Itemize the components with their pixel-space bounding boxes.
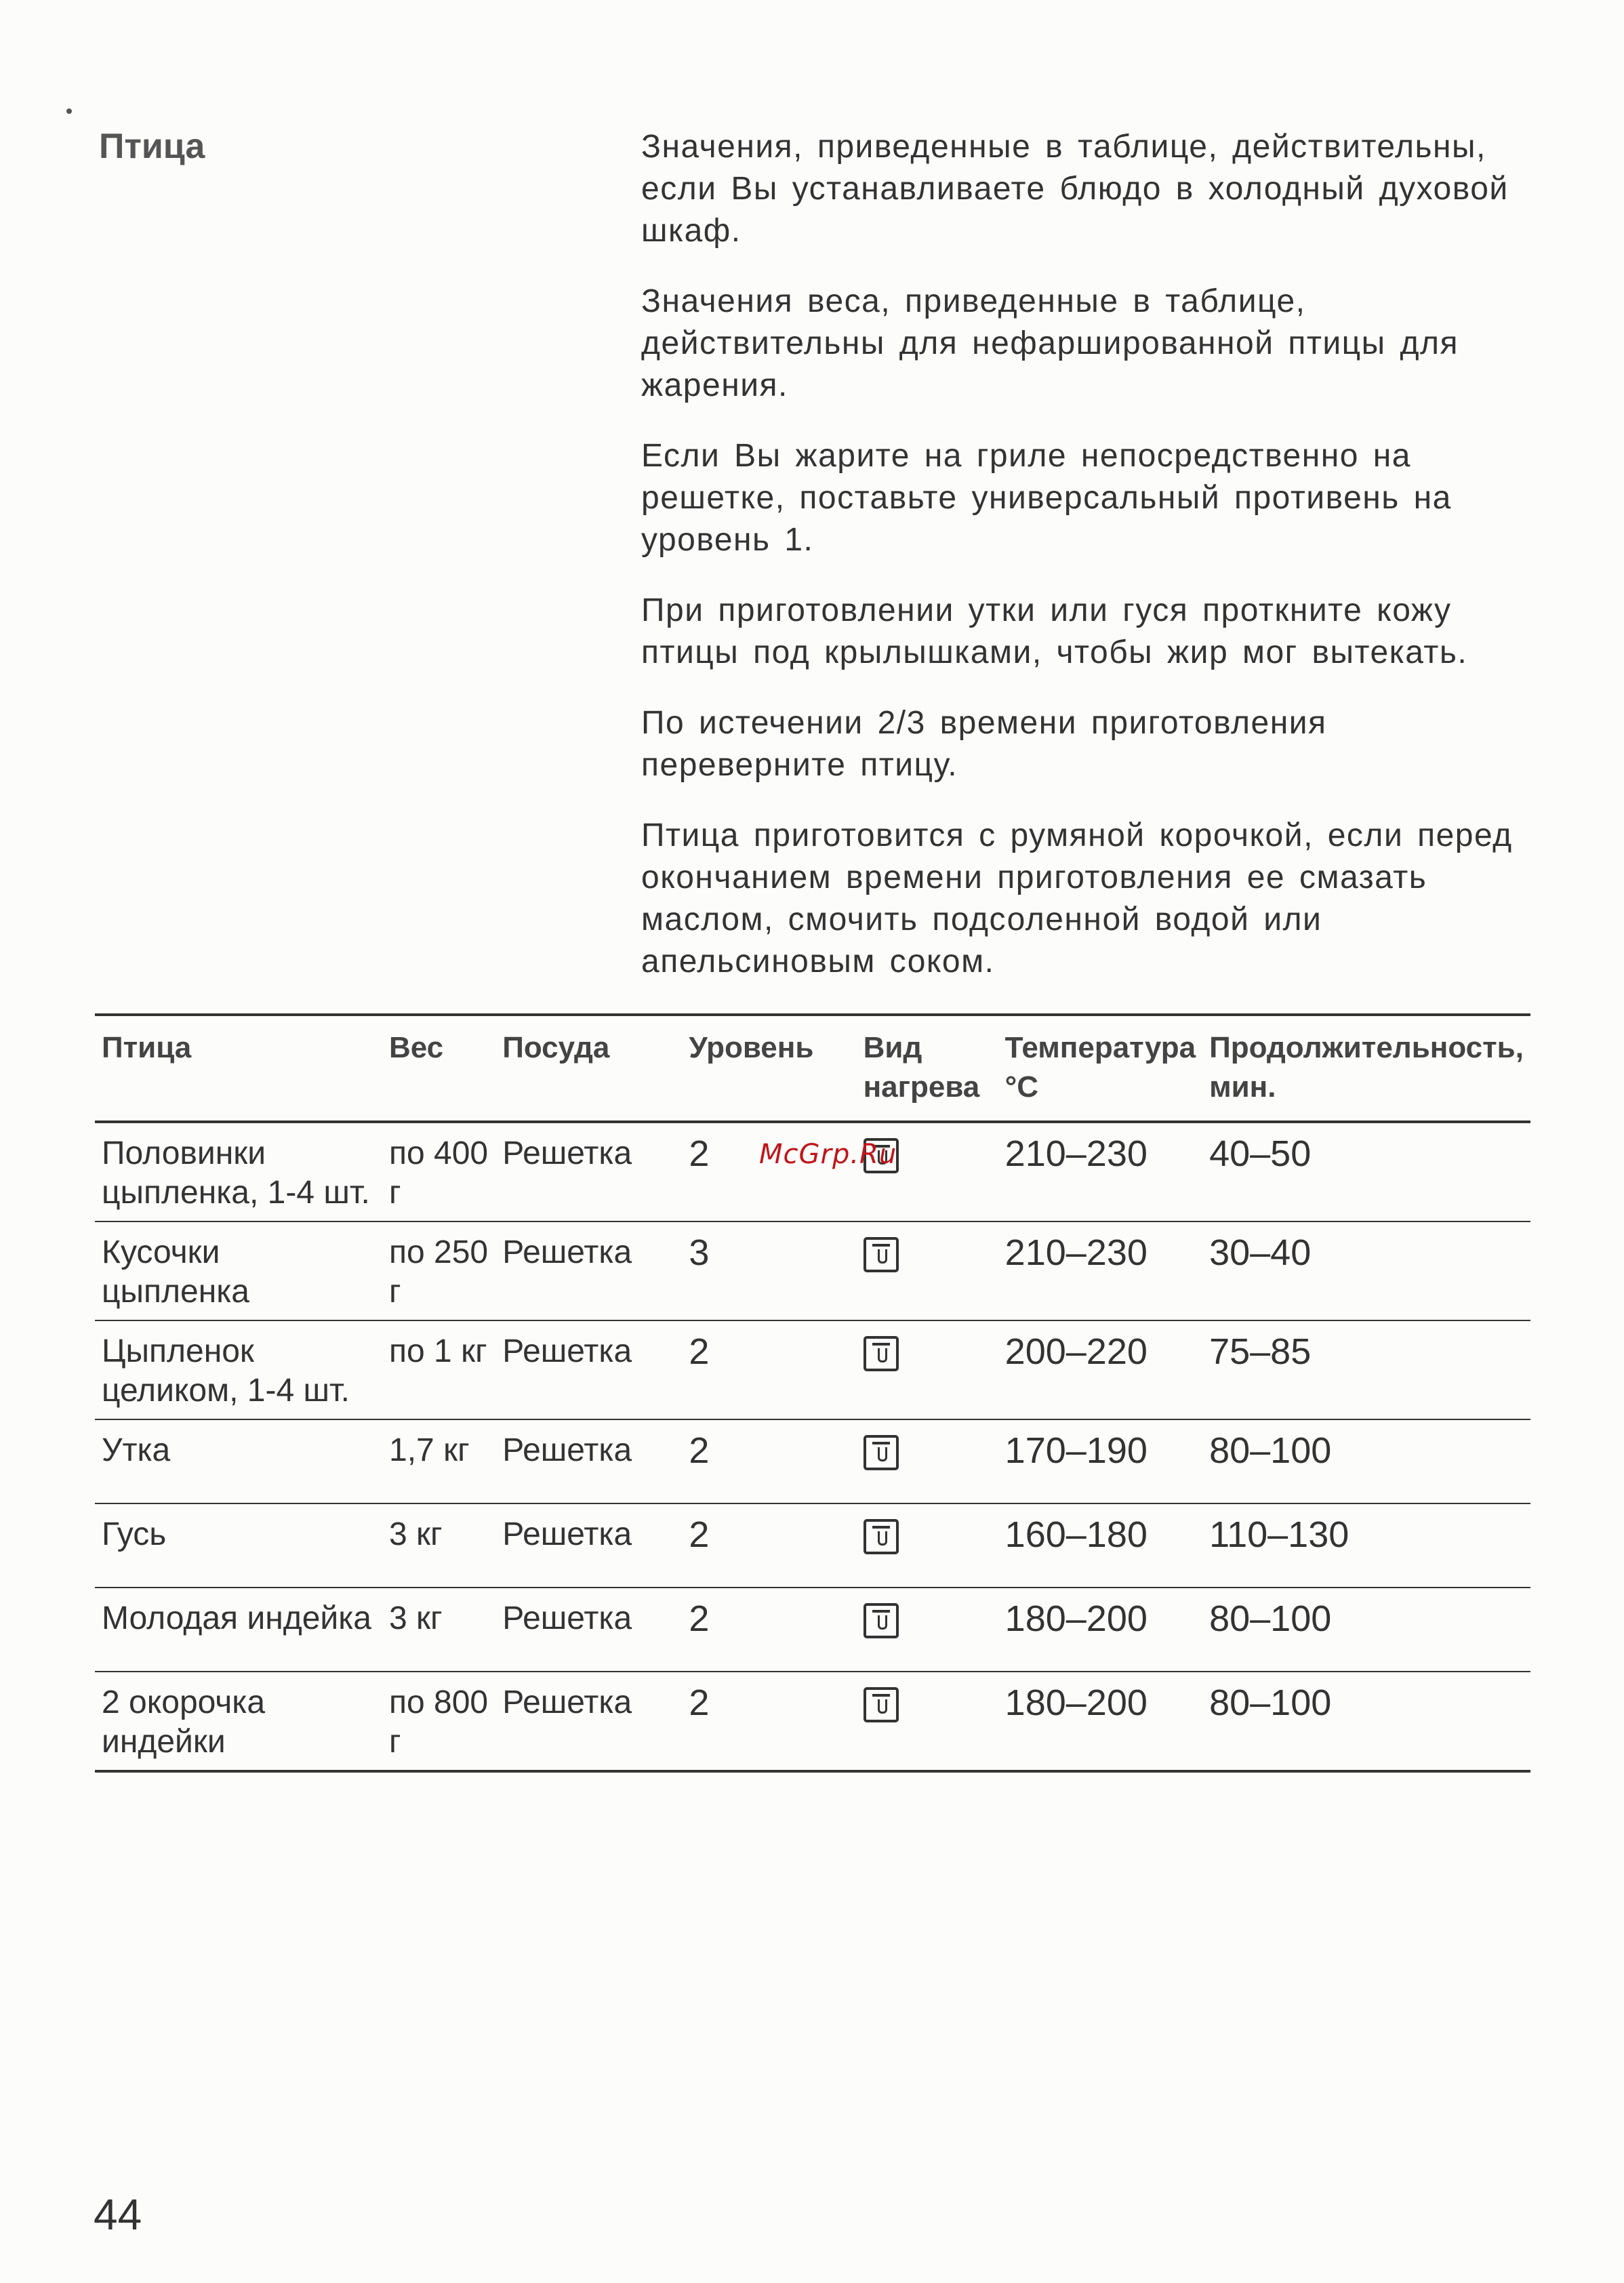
- cell-name: 2 окорочка индейки: [102, 1684, 266, 1760]
- table-row: [95, 1420, 1530, 1504]
- header-weight: Вес: [382, 1016, 495, 1123]
- section-title: Птица: [99, 127, 205, 166]
- cell-level: 2: [682, 1504, 856, 1588]
- cell-temperature: 180–200: [1004, 1682, 1148, 1723]
- scan-speck: [66, 108, 72, 114]
- cell-dish: Решетка: [495, 1321, 682, 1420]
- watermark: McGrp.Ru: [759, 1139, 897, 1170]
- grill-heating-mode-icon: [864, 1603, 899, 1638]
- table-row: [95, 1222, 1530, 1321]
- cell-level: 2: [682, 1420, 856, 1504]
- header-dish: Посуда: [495, 1016, 682, 1123]
- paragraph: Если Вы жарите на гриле непосредственно на решетке, поставьте универсальный противень на уровень 1.: [641, 438, 1452, 558]
- cell-weight: 3 кг: [382, 1504, 495, 1588]
- paragraph: По истечении 2/3 времени приготовления переверните птицу.: [641, 705, 1327, 783]
- grill-heating-mode-icon: [864, 1435, 899, 1470]
- grill-heating-mode-icon: [864, 1519, 899, 1554]
- cell-duration: 80–100: [1209, 1682, 1332, 1723]
- cell-name: Утка: [95, 1420, 382, 1504]
- cell-weight: 3 кг: [382, 1588, 495, 1672]
- cell-dish: Решетка: [495, 1588, 682, 1672]
- cell-heating: [857, 1222, 998, 1321]
- cell-duration: 110–130: [1202, 1504, 1530, 1588]
- cell-duration: 75–85: [1202, 1321, 1530, 1420]
- cell-heating: [857, 1420, 998, 1504]
- table-row: [95, 1123, 1530, 1222]
- cell-level: 2: [682, 1123, 856, 1222]
- cell-level: 2: [682, 1321, 856, 1420]
- table-row: [95, 1588, 1530, 1672]
- header-temperature: Температура °C: [998, 1016, 1202, 1123]
- cell-name: Молодая индейка: [95, 1588, 382, 1672]
- cell-duration: 30–40: [1202, 1222, 1530, 1321]
- grill-heating-mode-icon: [864, 1687, 899, 1722]
- cell-duration: 80–100: [1202, 1420, 1530, 1504]
- cell-name: Гусь: [95, 1504, 382, 1588]
- cell-weight: 1,7 кг: [382, 1420, 495, 1504]
- cell-name: Цыпленок целиком, 1-4 шт.: [95, 1321, 382, 1420]
- cell-heating: [857, 1321, 998, 1420]
- cell-weight: по 400 г: [382, 1123, 495, 1222]
- cell-heating: [857, 1123, 998, 1222]
- cell-temperature: 180–200: [998, 1588, 1202, 1672]
- cell-dish: Решетка: [502, 1684, 632, 1720]
- cell-dish: Решетка: [495, 1420, 682, 1504]
- paragraph: Значения веса, приведенные в таблице, действительны для нефаршированной птицы для жарения.: [641, 283, 1459, 403]
- cell-name: Половинки цыпленка, 1-4 шт.: [95, 1123, 382, 1222]
- table-row: [95, 1672, 1530, 1770]
- cell-dish: Решетка: [495, 1222, 682, 1321]
- cell-dish: Решетка: [495, 1123, 682, 1222]
- grill-heating-mode-icon: [864, 1336, 899, 1371]
- cell-heating: [857, 1504, 998, 1588]
- cell-weight: по 1 кг: [382, 1321, 495, 1420]
- grill-heating-mode-icon: [864, 1237, 899, 1272]
- cell-heating: [857, 1588, 998, 1672]
- table-row: [95, 1321, 1530, 1420]
- page-number: 44: [94, 2190, 142, 2239]
- header-level: Уровень: [682, 1016, 856, 1123]
- cell-temperature: 160–180: [998, 1504, 1202, 1588]
- cell-temperature: 210–230: [998, 1123, 1202, 1222]
- cell-temperature: 200–220: [998, 1321, 1202, 1420]
- cell-level: 2: [689, 1682, 710, 1723]
- header-heating: Вид нагрева: [857, 1016, 998, 1123]
- header-name: Птица: [95, 1016, 382, 1123]
- cell-weight: по 250 г: [382, 1222, 495, 1321]
- cell-heating: [857, 1672, 998, 1770]
- table-body: [95, 1123, 1530, 1770]
- cell-weight: по 800 г: [389, 1684, 489, 1760]
- cell-duration: 80–100: [1202, 1588, 1530, 1672]
- cell-level: 3: [682, 1222, 856, 1321]
- poultry-table: [95, 1013, 1530, 1773]
- header-duration: Продолжительность, мин.: [1202, 1016, 1530, 1123]
- cell-dish: Решетка: [495, 1504, 682, 1588]
- intro-paragraphs: [641, 126, 1536, 1011]
- paragraph: При приготовлении утки или гуся проткните кожу птицы под крылышками, чтобы жир мог вытекать.: [641, 592, 1468, 670]
- table-header-row: [95, 1016, 1530, 1123]
- paragraph: Значения, приведенные в таблице, действительны, если Вы устанавливаете блюдо в холодный духовой шкаф.: [641, 129, 1509, 249]
- cell-temperature: 210–230: [998, 1222, 1202, 1321]
- cell-name: Кусочки цыпленка: [95, 1222, 382, 1321]
- cell-level: 2: [682, 1588, 856, 1672]
- paragraph: Птица приготовится с румяной корочкой, если перед окончанием времени приготовления ее смазать маслом, смочить подсоленной водой или апельсиновым соком.: [641, 817, 1513, 979]
- cell-temperature: 170–190: [998, 1420, 1202, 1504]
- table-row: [95, 1504, 1530, 1588]
- cell-duration: 40–50: [1202, 1123, 1530, 1222]
